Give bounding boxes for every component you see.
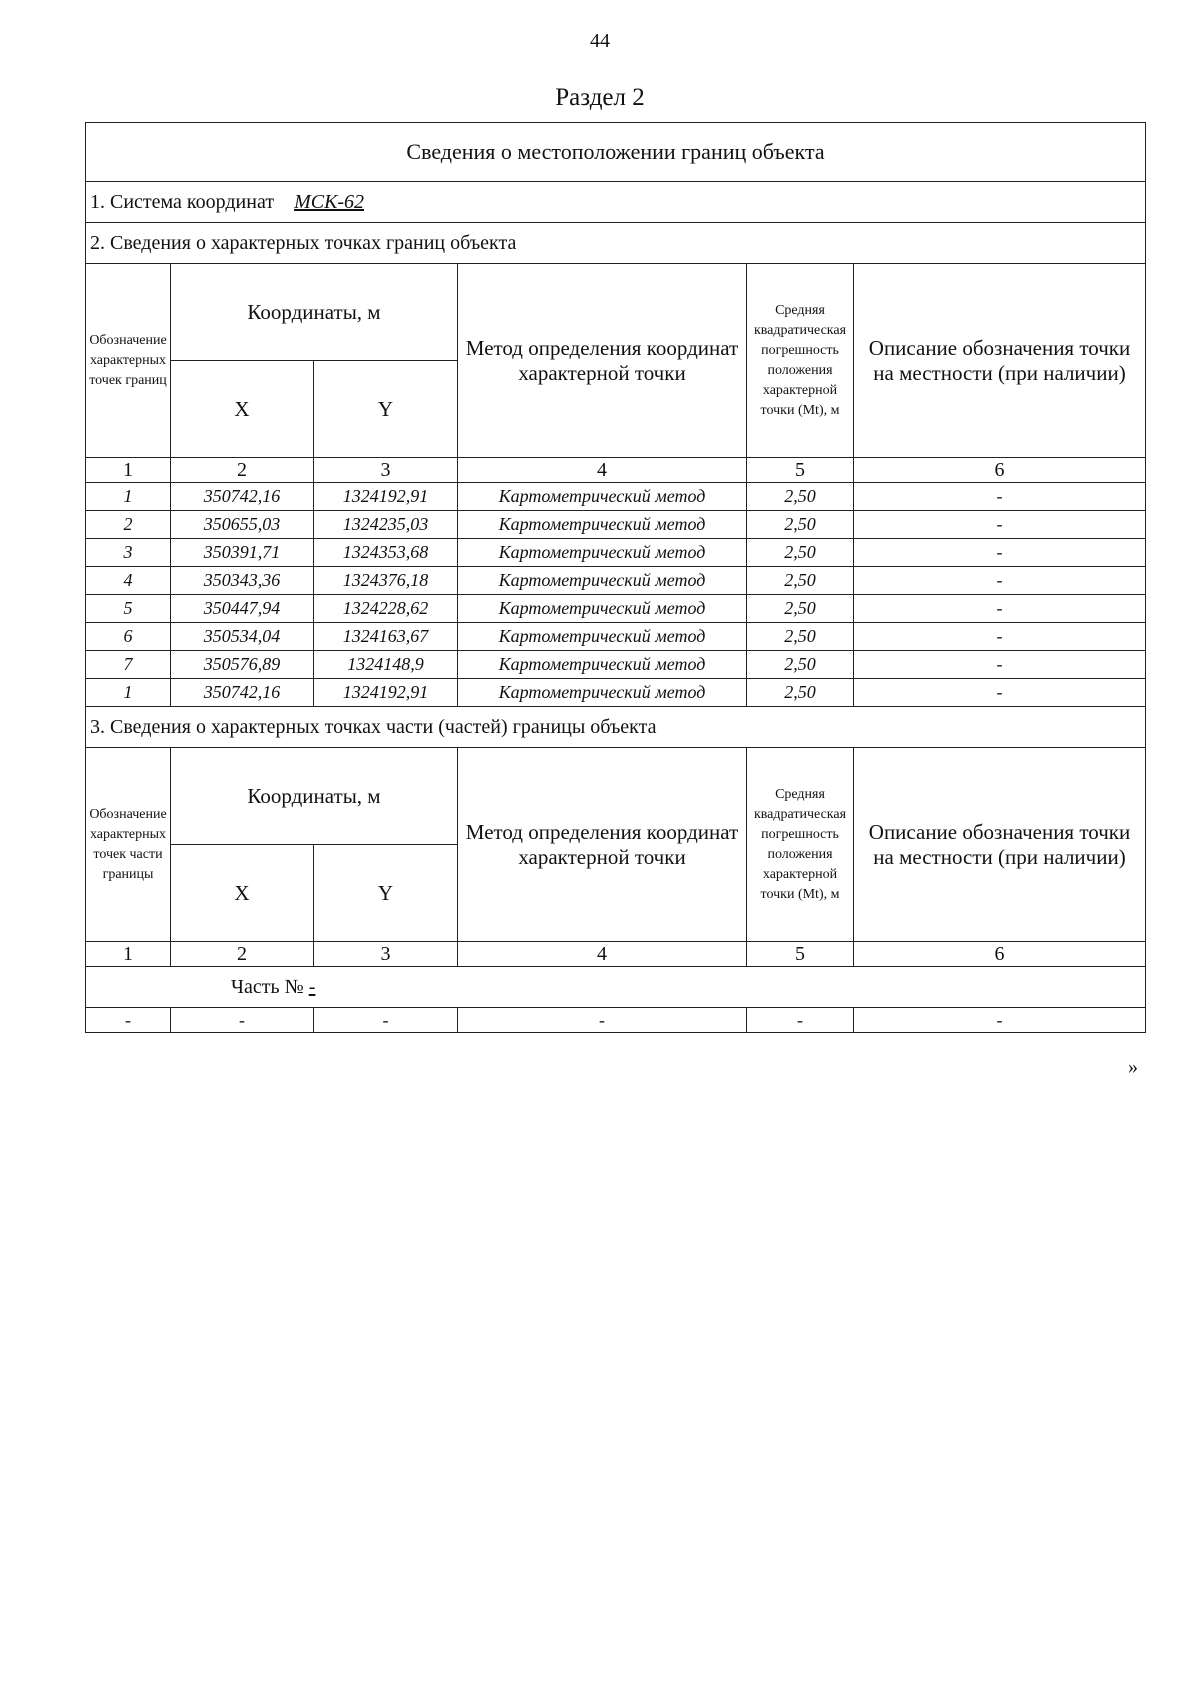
coord-y: 1324163,67 xyxy=(314,623,458,651)
coord-y: 1324353,68 xyxy=(314,539,458,567)
header-coordinates: Координаты, м xyxy=(171,264,458,361)
header-description: Описание обозначения точки на местности (при наличии) xyxy=(854,748,1146,942)
part-points-title: 3. Сведения о характерных точках части (частей) границы объекта xyxy=(86,707,1146,748)
header-method: Метод определения координат характерной точки xyxy=(458,748,747,942)
col-number: 3 xyxy=(314,458,458,483)
column-number-row xyxy=(86,458,1146,483)
table-row xyxy=(86,651,1146,679)
description: - xyxy=(854,539,1146,567)
point-id: 1 xyxy=(86,483,171,511)
coord-y: 1324235,03 xyxy=(314,511,458,539)
point-id: 1 xyxy=(86,679,171,707)
description: - xyxy=(854,567,1146,595)
coord-x: 350576,89 xyxy=(171,651,314,679)
coord-x: 350447,94 xyxy=(171,595,314,623)
method: Картометрический метод xyxy=(458,595,747,623)
coord-system-label: 1. Система координат xyxy=(90,190,275,213)
boundary-points-title: 2. Сведения о характерных точках границ объекта xyxy=(86,223,1146,264)
error-value: 2,50 xyxy=(747,679,854,707)
error-value: 2,50 xyxy=(747,623,854,651)
table-row xyxy=(86,567,1146,595)
table-row xyxy=(86,511,1146,539)
header-coordinates: Координаты, м xyxy=(171,748,458,845)
point-id: 7 xyxy=(86,651,171,679)
method: Картометрический метод xyxy=(458,567,747,595)
coord-y: 1324376,18 xyxy=(314,567,458,595)
method: Картометрический метод xyxy=(458,651,747,679)
error-value: 2,50 xyxy=(747,483,854,511)
part-number-value: - xyxy=(308,975,316,998)
error-value: 2,50 xyxy=(747,567,854,595)
coord-x: 350742,16 xyxy=(171,679,314,707)
col-number: 1 xyxy=(86,942,171,967)
table-banner: Сведения о местоположении границ объекта xyxy=(86,123,1146,182)
part-number-label: Часть № xyxy=(231,975,304,998)
point-id: 2 xyxy=(86,511,171,539)
header-method: Метод определения координат характерной точки xyxy=(458,264,747,458)
header-y: Y xyxy=(314,361,458,458)
header-x: X xyxy=(171,845,314,942)
coord-y: - xyxy=(314,1008,458,1033)
header-error: Средняя квадратическая погрешность положения характерной точки (Mt), м xyxy=(747,264,854,458)
error-value: 2,50 xyxy=(747,651,854,679)
table-row xyxy=(86,679,1146,707)
column-number-row xyxy=(86,942,1146,967)
coord-system-value: МСК-62 xyxy=(294,190,365,213)
coord-x: 350391,71 xyxy=(171,539,314,567)
header-error: Средняя квадратическая погрешность положения характерной точки (Mt), м xyxy=(747,748,854,942)
point-id: 5 xyxy=(86,595,171,623)
error-value: 2,50 xyxy=(747,539,854,567)
table-row xyxy=(86,483,1146,511)
coord-y: 1324192,91 xyxy=(314,679,458,707)
point-id: 6 xyxy=(86,623,171,651)
col-number: 6 xyxy=(854,942,1146,967)
coord-system-row xyxy=(86,182,1146,223)
coord-x: 350742,16 xyxy=(171,483,314,511)
coord-x: - xyxy=(171,1008,314,1033)
description: - xyxy=(854,651,1146,679)
header-designation: Обозначение характерных точек части границы xyxy=(86,748,171,942)
col-number: 6 xyxy=(854,458,1146,483)
description: - xyxy=(854,595,1146,623)
method: Картометрический метод xyxy=(458,511,747,539)
page-number: 44 xyxy=(590,30,610,52)
header-x: X xyxy=(171,361,314,458)
col-number: 2 xyxy=(171,942,314,967)
coord-y: 1324228,62 xyxy=(314,595,458,623)
col-number: 1 xyxy=(86,458,171,483)
method: Картометрический метод xyxy=(458,539,747,567)
description: - xyxy=(854,623,1146,651)
method: Картометрический метод xyxy=(458,483,747,511)
col-number: 5 xyxy=(747,458,854,483)
boundary-info-table xyxy=(85,122,1146,1033)
error-value: - xyxy=(747,1008,854,1033)
col-number: 4 xyxy=(458,458,747,483)
description: - xyxy=(854,483,1146,511)
header-description: Описание обозначения точки на местности (при наличии) xyxy=(854,264,1146,458)
description: - xyxy=(854,511,1146,539)
method: Картометрический метод xyxy=(458,679,747,707)
method: - xyxy=(458,1008,747,1033)
table-row xyxy=(86,539,1146,567)
coord-x: 350343,36 xyxy=(171,567,314,595)
error-value: 2,50 xyxy=(747,595,854,623)
table-row xyxy=(86,595,1146,623)
table-row xyxy=(86,623,1146,651)
header-designation: Обозначение характерных точек границ xyxy=(86,264,171,458)
point-id: - xyxy=(86,1008,171,1033)
closing-quote: » xyxy=(1128,1056,1138,1078)
point-id: 3 xyxy=(86,539,171,567)
section-title: Раздел 2 xyxy=(555,84,645,111)
coord-y: 1324148,9 xyxy=(314,651,458,679)
col-number: 5 xyxy=(747,942,854,967)
part-number-row xyxy=(86,967,1146,1008)
table-row xyxy=(86,1008,1146,1033)
coord-x: 350534,04 xyxy=(171,623,314,651)
header-y: Y xyxy=(314,845,458,942)
description: - xyxy=(854,1008,1146,1033)
col-number: 3 xyxy=(314,942,458,967)
coord-y: 1324192,91 xyxy=(314,483,458,511)
col-number: 4 xyxy=(458,942,747,967)
coord-x: 350655,03 xyxy=(171,511,314,539)
method: Картометрический метод xyxy=(458,623,747,651)
description: - xyxy=(854,679,1146,707)
error-value: 2,50 xyxy=(747,511,854,539)
col-number: 2 xyxy=(171,458,314,483)
point-id: 4 xyxy=(86,567,171,595)
